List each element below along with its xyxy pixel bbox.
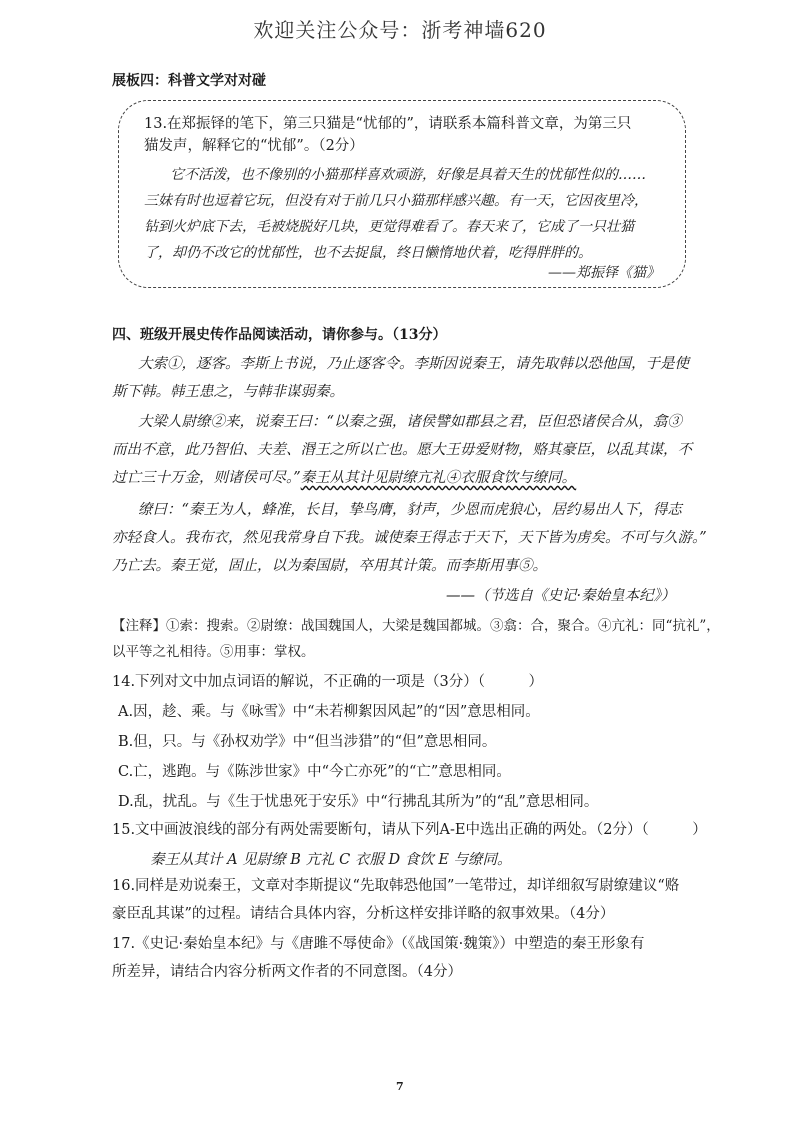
- q16-line2: 豪臣乱其谋”的过程。请结合具体内容，分析这样安排详略的叙事效果。（4分）: [112, 906, 615, 922]
- passage-source: ——（节选自《史记·秦始皇本纪》）: [446, 588, 676, 604]
- q17-line1: 17.《史记·秦始皇本纪》与《唐雎不辱使命》（《战国策·魏策》）中塑造的秦王形象有: [112, 936, 645, 952]
- q13-excerpt-line: 它不活泼，也不像别的小猫那样喜欢顽游，好像是具着天生的忧郁性似的……: [170, 167, 646, 183]
- q13-source: ——郑振铎《猫》: [548, 265, 660, 281]
- notes-line1: 【注释】①索：搜索。②尉缭：战国魏国人，大梁是魏国都城。③翕：合，聚合。④亢礼：同“抗礼”，: [112, 618, 720, 634]
- q13-excerpt-line: 三妹有时也逗着它玩，但没有对于前几只小猫那样感兴趣。有一天，它因夜里冷，: [144, 193, 648, 209]
- passage-p2-line3-start: 过亡三十万金，则诸侯可尽。”: [112, 470, 301, 486]
- notes-line2: 以平等之礼相待。⑤用事：掌权。: [112, 644, 315, 660]
- passage-p2-line3: [112, 466, 576, 487]
- q13-line1: 13.在郑振铎的笔下，第三只猫是“忧郁的”，请联系本篇科普文章，为第三只: [144, 116, 632, 132]
- q15-sentence: 秦王从其计 A 见尉缭 B 亢礼 C 衣服 D 食饮 E 与缭同。: [150, 852, 512, 868]
- q16-line1: 16.同样是劝说秦王，文章对李斯提议“先取韩恐他国”一笔带过，却详细叙写尉缭建议“赂: [112, 878, 680, 894]
- q14-option: D.乱，扰乱。与《生于忧患死于安乐》中“行拂乱其所为”的“乱”意思相同。: [118, 794, 599, 810]
- q17-line2: 所差异，请结合内容分析两文作者的不同意图。（4分）: [112, 964, 462, 980]
- page-header: 欢迎关注公众号：浙考神墙620: [253, 18, 547, 42]
- passage-p3-line1: 缭曰：“秦王为人，蜂准，长目，挚鸟膺，豺声，少恩而虎狼心，居约易出人下，得志: [138, 502, 682, 518]
- page-number: 7: [396, 1080, 404, 1093]
- passage-p2-line2: 而出不意，此乃智伯、夫差、湣王之所以亡也。愿大王毋爱财物，赂其豪臣，以乱其谋，不: [112, 442, 692, 458]
- passage-p3-line2: 亦轻食人。我布衣，然见我常身自下我。诚使秦王得志于天下，天下皆为虏矣。不可与久游。”: [112, 530, 707, 546]
- q13-line2: 猫发声，解释它的“忧郁”。（2分）: [144, 138, 364, 154]
- section-4-title: 四、班级开展史传作品阅读活动，请你参与。（13分）: [112, 327, 447, 343]
- passage-p1-line2: 斯下韩。韩王患之，与韩非谋弱秦。: [112, 384, 344, 400]
- q14-option: B.但，只。与《孙权劝学》中“但当涉猎”的“但”意思相同。: [118, 734, 497, 750]
- q14-stem: 14.下列对文中加点词语的解说，不正确的一项是（3分）（ ）: [112, 674, 544, 690]
- q15-stem: 15.文中画波浪线的部分有两处需要断句，请从下列A-E中选出正确的两处。（2分）（ ）: [112, 822, 707, 838]
- q13-excerpt-line: 钻到火炉底下去，毛被烧脱好几块，更觉得难看了。春天来了，它成了一只壮猫: [144, 219, 634, 235]
- passage-p3-line3: 乃亡去。秦王觉，固止，以为秦国尉，卒用其计策。而李斯用事⑤。: [112, 558, 547, 574]
- board-title: 展板四：科普文学对对碰: [112, 73, 266, 89]
- passage-p2-line1: 大梁人尉缭②来，说秦王曰：“以秦之强，诸侯譬如郡县之君，臣但恐诸侯合从，翕③: [138, 414, 682, 430]
- wavy-underlined-text: 秦王从其计见尉缭亢礼④衣服食饮与缭同。: [300, 470, 577, 486]
- q13-excerpt-line: 了，却仍不改它的忧郁性，也不去捉鼠，终日懒惰地伏着，吃得胖胖的。: [144, 245, 592, 261]
- q14-option: A.因，趁、乘。与《咏雪》中“未若柳絮因风起”的“因”意思相同。: [118, 704, 540, 720]
- q14-option: C.亡，逃跑。与《陈涉世家》中“今亡亦死”的“亡”意思相同。: [118, 764, 511, 780]
- passage-p1-line1: 大索①，逐客。李斯上书说，乃止逐客令。李斯因说秦王，请先取韩以恐他国，于是使: [138, 356, 689, 372]
